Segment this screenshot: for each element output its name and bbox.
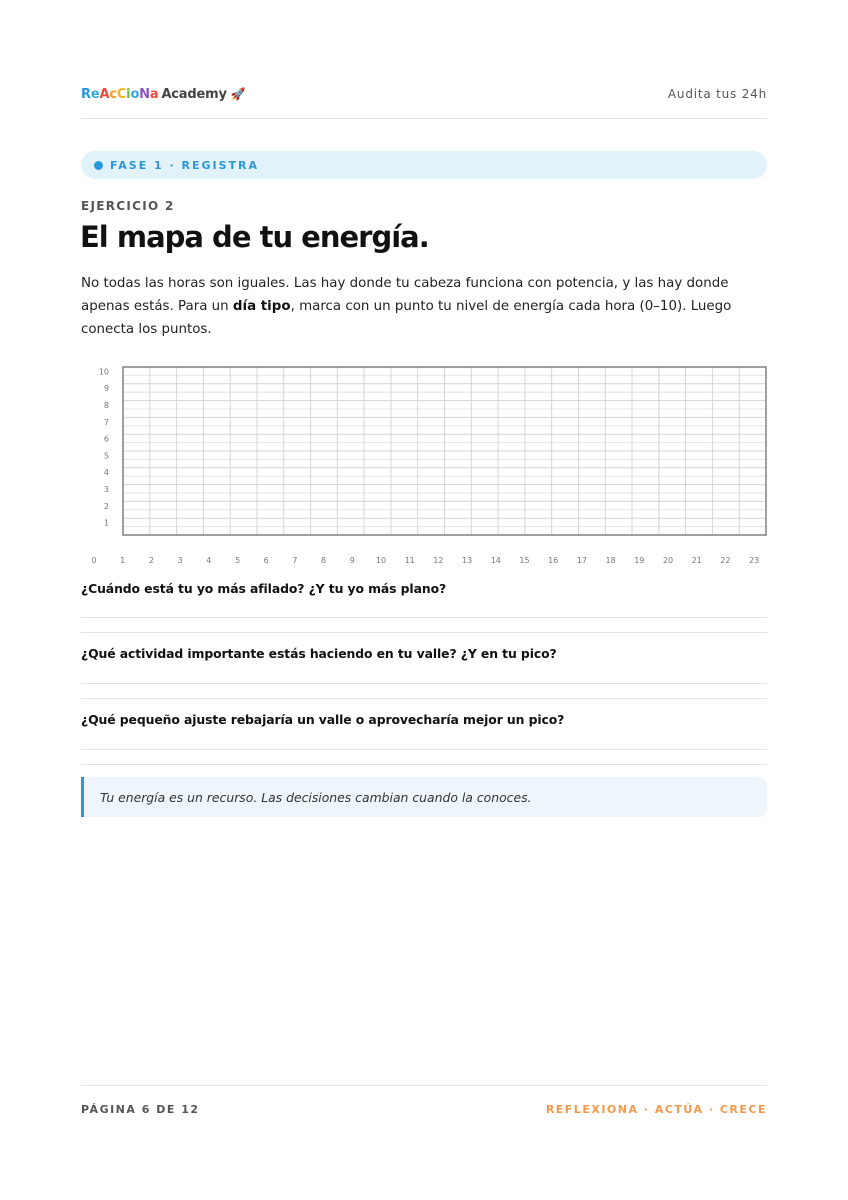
brand-letter: a	[149, 86, 159, 102]
rocket-icon: 🚀	[230, 87, 246, 101]
energy-grid-svg[interactable]	[80, 362, 780, 572]
x-tick-label: 10	[375, 556, 387, 565]
answer-line-2a[interactable]	[81, 683, 767, 684]
x-tick-label: 0	[91, 556, 97, 565]
page-title: El mapa de tu energía.	[80, 220, 429, 254]
exercise-kicker: EJERCICIO 2	[81, 199, 175, 213]
header-subtitle: Audita tus 24h	[667, 87, 767, 101]
brand-letter: N	[139, 86, 150, 102]
footer-divider	[81, 1085, 767, 1086]
phase-label: FASE 1 · REGISTRA	[110, 158, 260, 172]
brand-letter: o	[130, 86, 140, 102]
y-tick-label: 6	[103, 434, 109, 444]
x-tick-label: 12	[433, 556, 444, 565]
x-tick-label: 17	[576, 556, 587, 565]
page-number: PÁGINA 6 DE 12	[81, 1103, 200, 1116]
question-2: ¿Qué actividad importante estás haciendo en tu valle? ¿Y en tu pico?	[81, 646, 557, 661]
x-tick-label: 20	[662, 556, 674, 565]
x-tick-label: 11	[404, 556, 415, 565]
x-tick-label: 22	[720, 556, 731, 565]
brand-letter: R	[81, 86, 91, 102]
header-divider	[81, 118, 767, 119]
answer-line-3b[interactable]	[81, 764, 767, 765]
answer-line-3a[interactable]	[81, 749, 767, 750]
answer-line-1b[interactable]	[81, 632, 767, 633]
intro-paragraph	[81, 272, 771, 341]
x-tick-label: 4	[206, 556, 212, 565]
callout-text: Tu energía es un recurso. Las decisiones cambian cuando la conoces.	[100, 789, 532, 805]
x-tick-label: 14	[490, 556, 501, 565]
x-tick-label: 18	[605, 556, 616, 565]
brand-logo	[81, 87, 245, 102]
y-tick-label: 10	[98, 367, 109, 377]
x-tick-label: 7	[292, 556, 298, 565]
x-tick-label: 21	[691, 556, 702, 565]
brand-suffix: Academy	[161, 86, 227, 102]
y-tick-label: 1	[103, 518, 109, 528]
y-tick-label: 2	[103, 501, 109, 511]
x-tick-label: 1	[120, 556, 126, 565]
energy-grid[interactable]	[80, 362, 780, 572]
x-tick-label: 19	[634, 556, 645, 565]
x-tick-label: 8	[321, 556, 327, 565]
question-1: ¿Cuándo está tu yo más afilado? ¿Y tu yo más plano?	[81, 581, 447, 596]
brand-letter: A	[99, 86, 110, 102]
x-tick-label: 9	[349, 556, 355, 565]
y-tick-label: 5	[103, 451, 109, 461]
y-tick-label: 8	[103, 401, 109, 410]
answer-line-1a[interactable]	[81, 617, 767, 618]
phase-banner	[81, 151, 767, 179]
intro-bold: día tipo	[232, 299, 291, 314]
page-header	[81, 84, 767, 104]
y-tick-label: 3	[103, 485, 109, 494]
answer-line-2b[interactable]	[81, 698, 767, 699]
brand-letter: C	[116, 86, 127, 102]
brand-letter: c	[109, 86, 117, 102]
x-tick-label: 15	[519, 556, 530, 565]
x-tick-label: 5	[234, 556, 241, 565]
brand-letter: i	[126, 86, 131, 102]
phase-dot-icon	[94, 161, 103, 170]
brand-wordmark	[81, 87, 158, 102]
intro-text-2: , marca con un punto tu nivel de energía cada hora (0–10). Luego conecta los puntos.	[81, 299, 732, 337]
footer-tagline: REFLEXIONA · ACTÚA · CRECE	[545, 1103, 767, 1116]
x-tick-label: 16	[548, 556, 559, 565]
x-tick-label: 2	[148, 556, 154, 565]
question-3: ¿Qué pequeño ajuste rebajaría un valle o aprovecharía mejor un pico?	[81, 712, 565, 727]
x-tick-label: 6	[263, 556, 269, 565]
x-tick-label: 3	[177, 556, 183, 565]
y-tick-label: 9	[103, 384, 109, 394]
callout-quote	[81, 777, 767, 817]
brand-letter: e	[90, 86, 100, 102]
y-tick-label: 4	[103, 468, 109, 478]
x-tick-label: 23	[749, 556, 760, 565]
y-tick-label: 7	[103, 417, 109, 427]
x-tick-label: 13	[462, 556, 473, 565]
intro-text-1: No todas las horas son iguales. Las hay donde tu cabeza funciona con potencia, y las hay donde apenas estás. Para un	[81, 276, 729, 314]
